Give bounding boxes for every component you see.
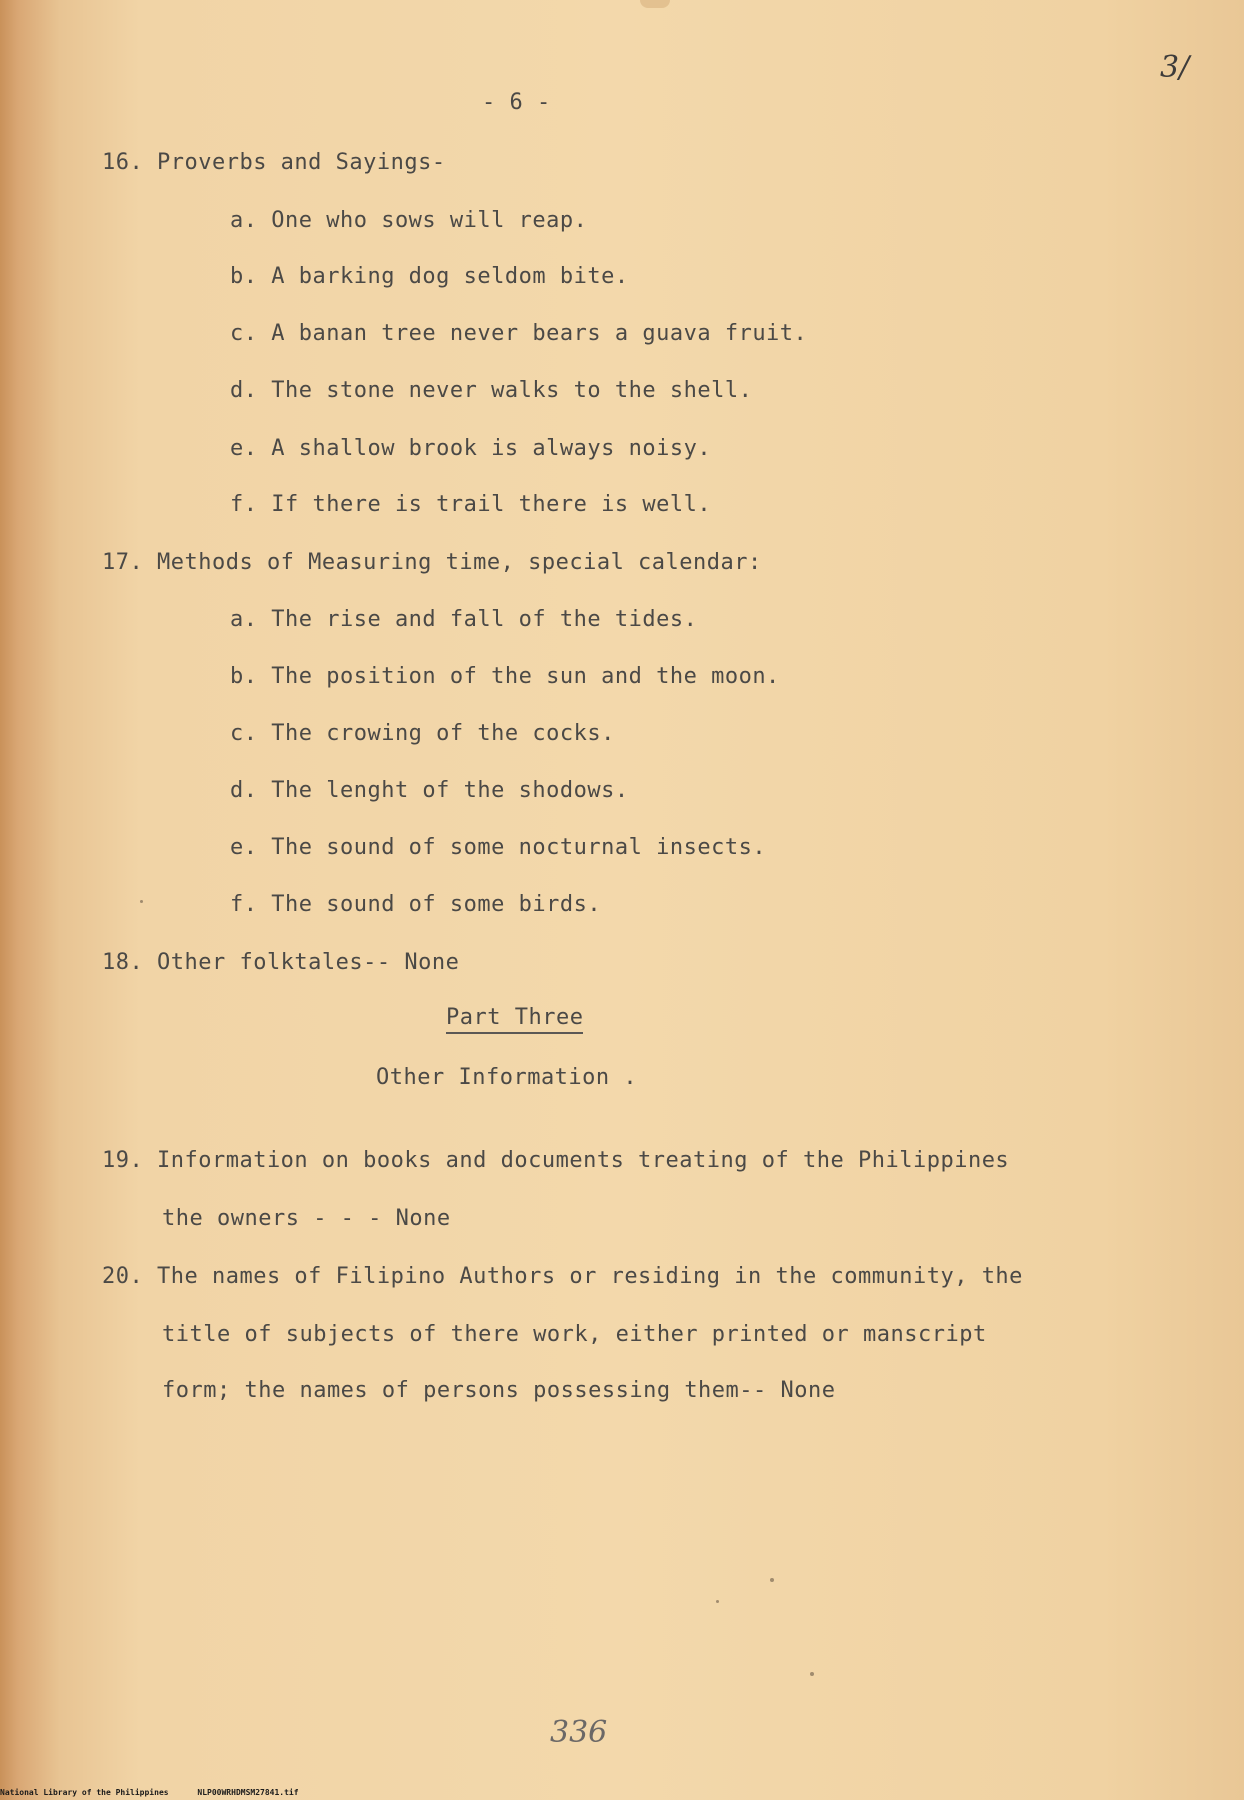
section-16-title: 16. Proverbs and Sayings-	[102, 150, 446, 175]
page-marker: - 6 -	[482, 90, 551, 115]
section-16-item: d. The stone never walks to the shell.	[230, 378, 753, 403]
handwritten-page-number: 3/	[1160, 50, 1190, 85]
section-19-line-2: the owners - - - None	[162, 1206, 451, 1231]
section-16-item: f. If there is trail there is well.	[230, 492, 712, 517]
paper-speck	[140, 900, 143, 903]
section-17-item: b. The position of the sun and the moon.	[230, 664, 780, 689]
section-17-item: d. The lenght of the shodows.	[230, 778, 629, 803]
section-16-item: a. One who sows will reap.	[230, 208, 588, 233]
section-17-item: e. The sound of some nocturnal insects.	[230, 835, 767, 860]
part-three-title: Part Three	[446, 1005, 583, 1034]
section-18-line: 18. Other folktales-- None	[102, 950, 460, 975]
part-three-heading	[446, 1005, 583, 1030]
paper-speck	[810, 1672, 814, 1676]
part-three-subtitle: Other Information .	[376, 1065, 638, 1090]
section-17-item: a. The rise and fall of the tides.	[230, 607, 698, 632]
section-16-item: e. A shallow brook is always noisy.	[230, 436, 712, 461]
scan-footer	[0, 1788, 323, 1797]
section-17-item: f. The sound of some birds.	[230, 892, 602, 917]
section-16-item: c. A banan tree never bears a guava fruit.	[230, 321, 808, 346]
paper-stain	[640, 0, 670, 8]
handwritten-folio-number: 336	[550, 1715, 608, 1750]
section-17-title: 17. Methods of Measuring time, special calendar:	[102, 550, 762, 575]
section-20-line-3: form; the names of persons possessing them-- None	[162, 1378, 836, 1403]
section-20-line-2: title of subjects of there work, either printed or manscript	[162, 1322, 987, 1347]
paper-speck	[770, 1578, 774, 1582]
section-16-item: b. A barking dog seldom bite.	[230, 264, 629, 289]
section-17-item: c. The crowing of the cocks.	[230, 721, 615, 746]
footer-library: National Library of the Philippines	[0, 1788, 169, 1797]
section-20-line-1: 20. The names of Filipino Authors or residing in the community, the	[102, 1264, 1023, 1289]
section-19-line-1: 19. Information on books and documents treating of the Philippines	[102, 1148, 1010, 1173]
footer-filename: NLP00WRHDMSM27841.tif	[197, 1788, 299, 1797]
paper-speck	[716, 1600, 719, 1603]
